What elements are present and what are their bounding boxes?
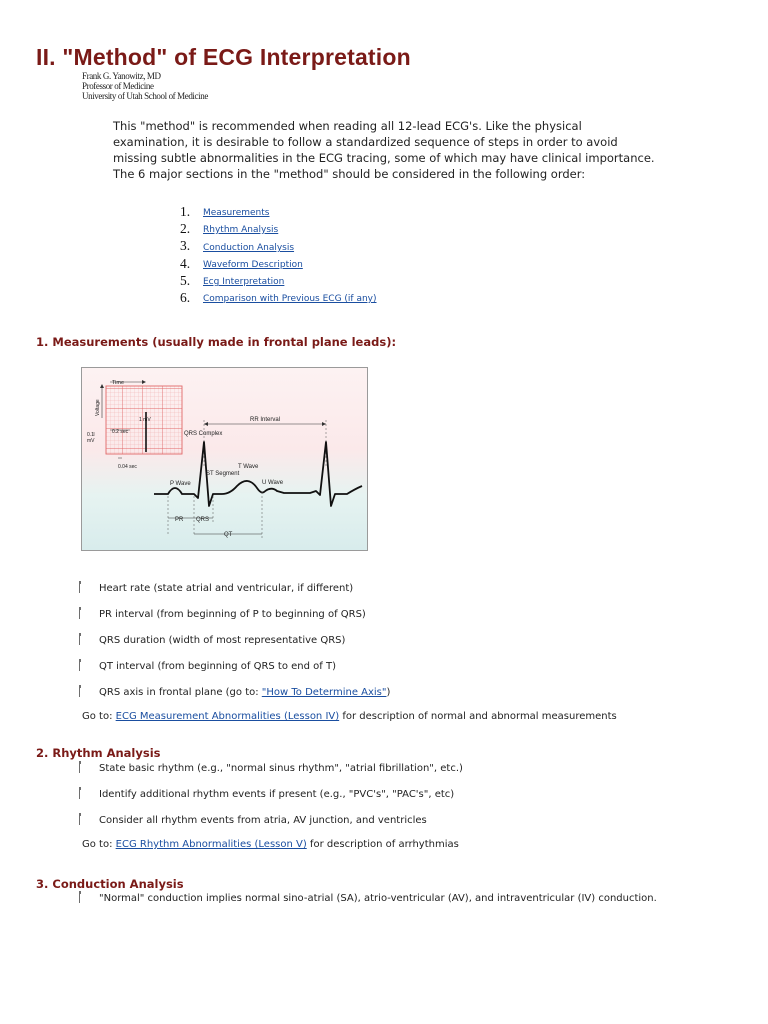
label-pr: PR	[175, 517, 184, 523]
how-to-determine-axis-link[interactable]: "How To Determine Axis"	[261, 687, 387, 698]
toc-number: 1.	[180, 204, 191, 219]
toc-link-ecg-interpretation[interactable]: Ecg Interpretation	[203, 277, 285, 287]
bullet-qrs-axis	[99, 687, 390, 698]
goto-suffix: for description of arrhythmias	[306, 839, 459, 850]
label-0-1: 0.1	[87, 432, 94, 438]
goto-prefix: Go to:	[82, 839, 116, 850]
label-0-2-sec: 0.2 sec	[112, 429, 129, 435]
label-t-wave: T Wave	[238, 464, 259, 470]
author-name: Frank G. Yanowitz, MD	[82, 71, 161, 81]
label-mv: mV	[87, 438, 95, 444]
bullet-marker	[79, 787, 80, 799]
goto-prefix: Go to:	[82, 711, 116, 722]
label-u-wave: U Wave	[262, 480, 284, 486]
qrs-axis-prefix: QRS axis in frontal plane (go to:	[99, 687, 262, 698]
rhythm-abnormalities-link[interactable]: ECG Rhythm Abnormalities (Lesson V)	[115, 839, 307, 850]
rhythm-heading: 2. Rhythm Analysis	[36, 746, 161, 760]
author-affiliation: University of Utah School of Medicine	[82, 91, 208, 101]
page-title: II. "Method" of ECG Interpretation	[36, 44, 411, 70]
label-st-segment: ST Segment	[206, 471, 240, 477]
toc-link-comparison[interactable]: Comparison with Previous ECG (if any)	[203, 294, 377, 304]
label-qrs: QRS	[196, 517, 210, 523]
bullet-marker	[79, 581, 80, 593]
label-rr-interval: RR Interval	[250, 417, 281, 423]
goto-suffix: for description of normal and abnormal measurements	[339, 711, 617, 722]
bullet-marker	[79, 659, 80, 671]
measurements-goto	[82, 711, 617, 722]
bullet-heart-rate: Heart rate (state atrial and ventricular, if different)	[99, 583, 354, 594]
conduction-heading: 3. Conduction Analysis	[36, 877, 184, 891]
label-p-wave: P Wave	[170, 481, 191, 487]
bullet-marker	[79, 813, 80, 825]
bullet-marker	[79, 761, 80, 773]
bullet-rhythm-events: Consider all rhythm events from atria, AV junction, and ventricles	[99, 815, 427, 826]
bullet-additional-rhythm: Identify additional rhythm events if present (e.g., "PVC's", "PAC's", etc)	[99, 789, 455, 800]
toc-number: 6.	[180, 290, 191, 305]
bullet-qt-interval: QT interval (from beginning of QRS to end of T)	[99, 661, 336, 672]
rhythm-goto	[82, 839, 459, 850]
intro-paragraph: This "method" is recommended when reading all 12-lead ECG's. Like the physical examination, it is desirable to follow a standardized sequence of steps in order to avoid missing subtle abnormalities in the ECG tracing, some of which may have clinical importance. The 6 major sections in the "method" should be considered in the following order:	[113, 119, 655, 181]
toc-link-rhythm-analysis[interactable]: Rhythm Analysis	[203, 225, 279, 235]
label-qt: QT	[224, 532, 233, 538]
label-1mv: 1 mV	[139, 417, 151, 423]
bullet-marker	[79, 633, 80, 645]
measurements-heading: 1. Measurements (usually made in frontal plane leads):	[36, 335, 397, 349]
toc-number: 5.	[180, 273, 191, 288]
qrs-axis-suffix: )	[386, 687, 391, 698]
label-time: Time	[112, 380, 125, 386]
bullet-basic-rhythm: State basic rhythm (e.g., "normal sinus rhythm", "atrial fibrillation", etc.)	[99, 763, 463, 774]
bullet-pr-interval: PR interval (from beginning of P to beginning of QRS)	[99, 609, 366, 620]
toc-number: 3.	[180, 238, 191, 253]
bullet-marker	[79, 891, 80, 903]
bullet-marker	[79, 607, 80, 619]
ecg-waveform-diagram	[81, 367, 368, 551]
bullet-qrs-duration: QRS duration (width of most representative QRS)	[99, 635, 346, 646]
ecg-diagram-svg	[82, 368, 367, 550]
toc-number: 2.	[180, 221, 191, 236]
label-qrs-complex: QRS Complex	[184, 431, 223, 437]
toc-link-waveform-description[interactable]: Waveform Description	[203, 260, 303, 270]
toc-link-measurements[interactable]: Measurements	[203, 208, 270, 218]
author-title: Professor of Medicine	[82, 81, 154, 91]
toc-number: 4.	[180, 256, 191, 271]
measurement-abnormalities-link[interactable]: ECG Measurement Abnormalities (Lesson IV)	[115, 711, 340, 722]
bullet-marker	[79, 685, 80, 697]
toc-link-conduction-analysis[interactable]: Conduction Analysis	[203, 243, 295, 253]
label-voltage: Voltage	[95, 399, 101, 416]
label-0-04-sec: 0.04 sec	[118, 464, 137, 470]
bullet-normal-conduction: "Normal" conduction implies normal sino-atrial (SA), atrio-ventricular (AV), and intraventricular (IV) conduction.	[99, 893, 657, 904]
